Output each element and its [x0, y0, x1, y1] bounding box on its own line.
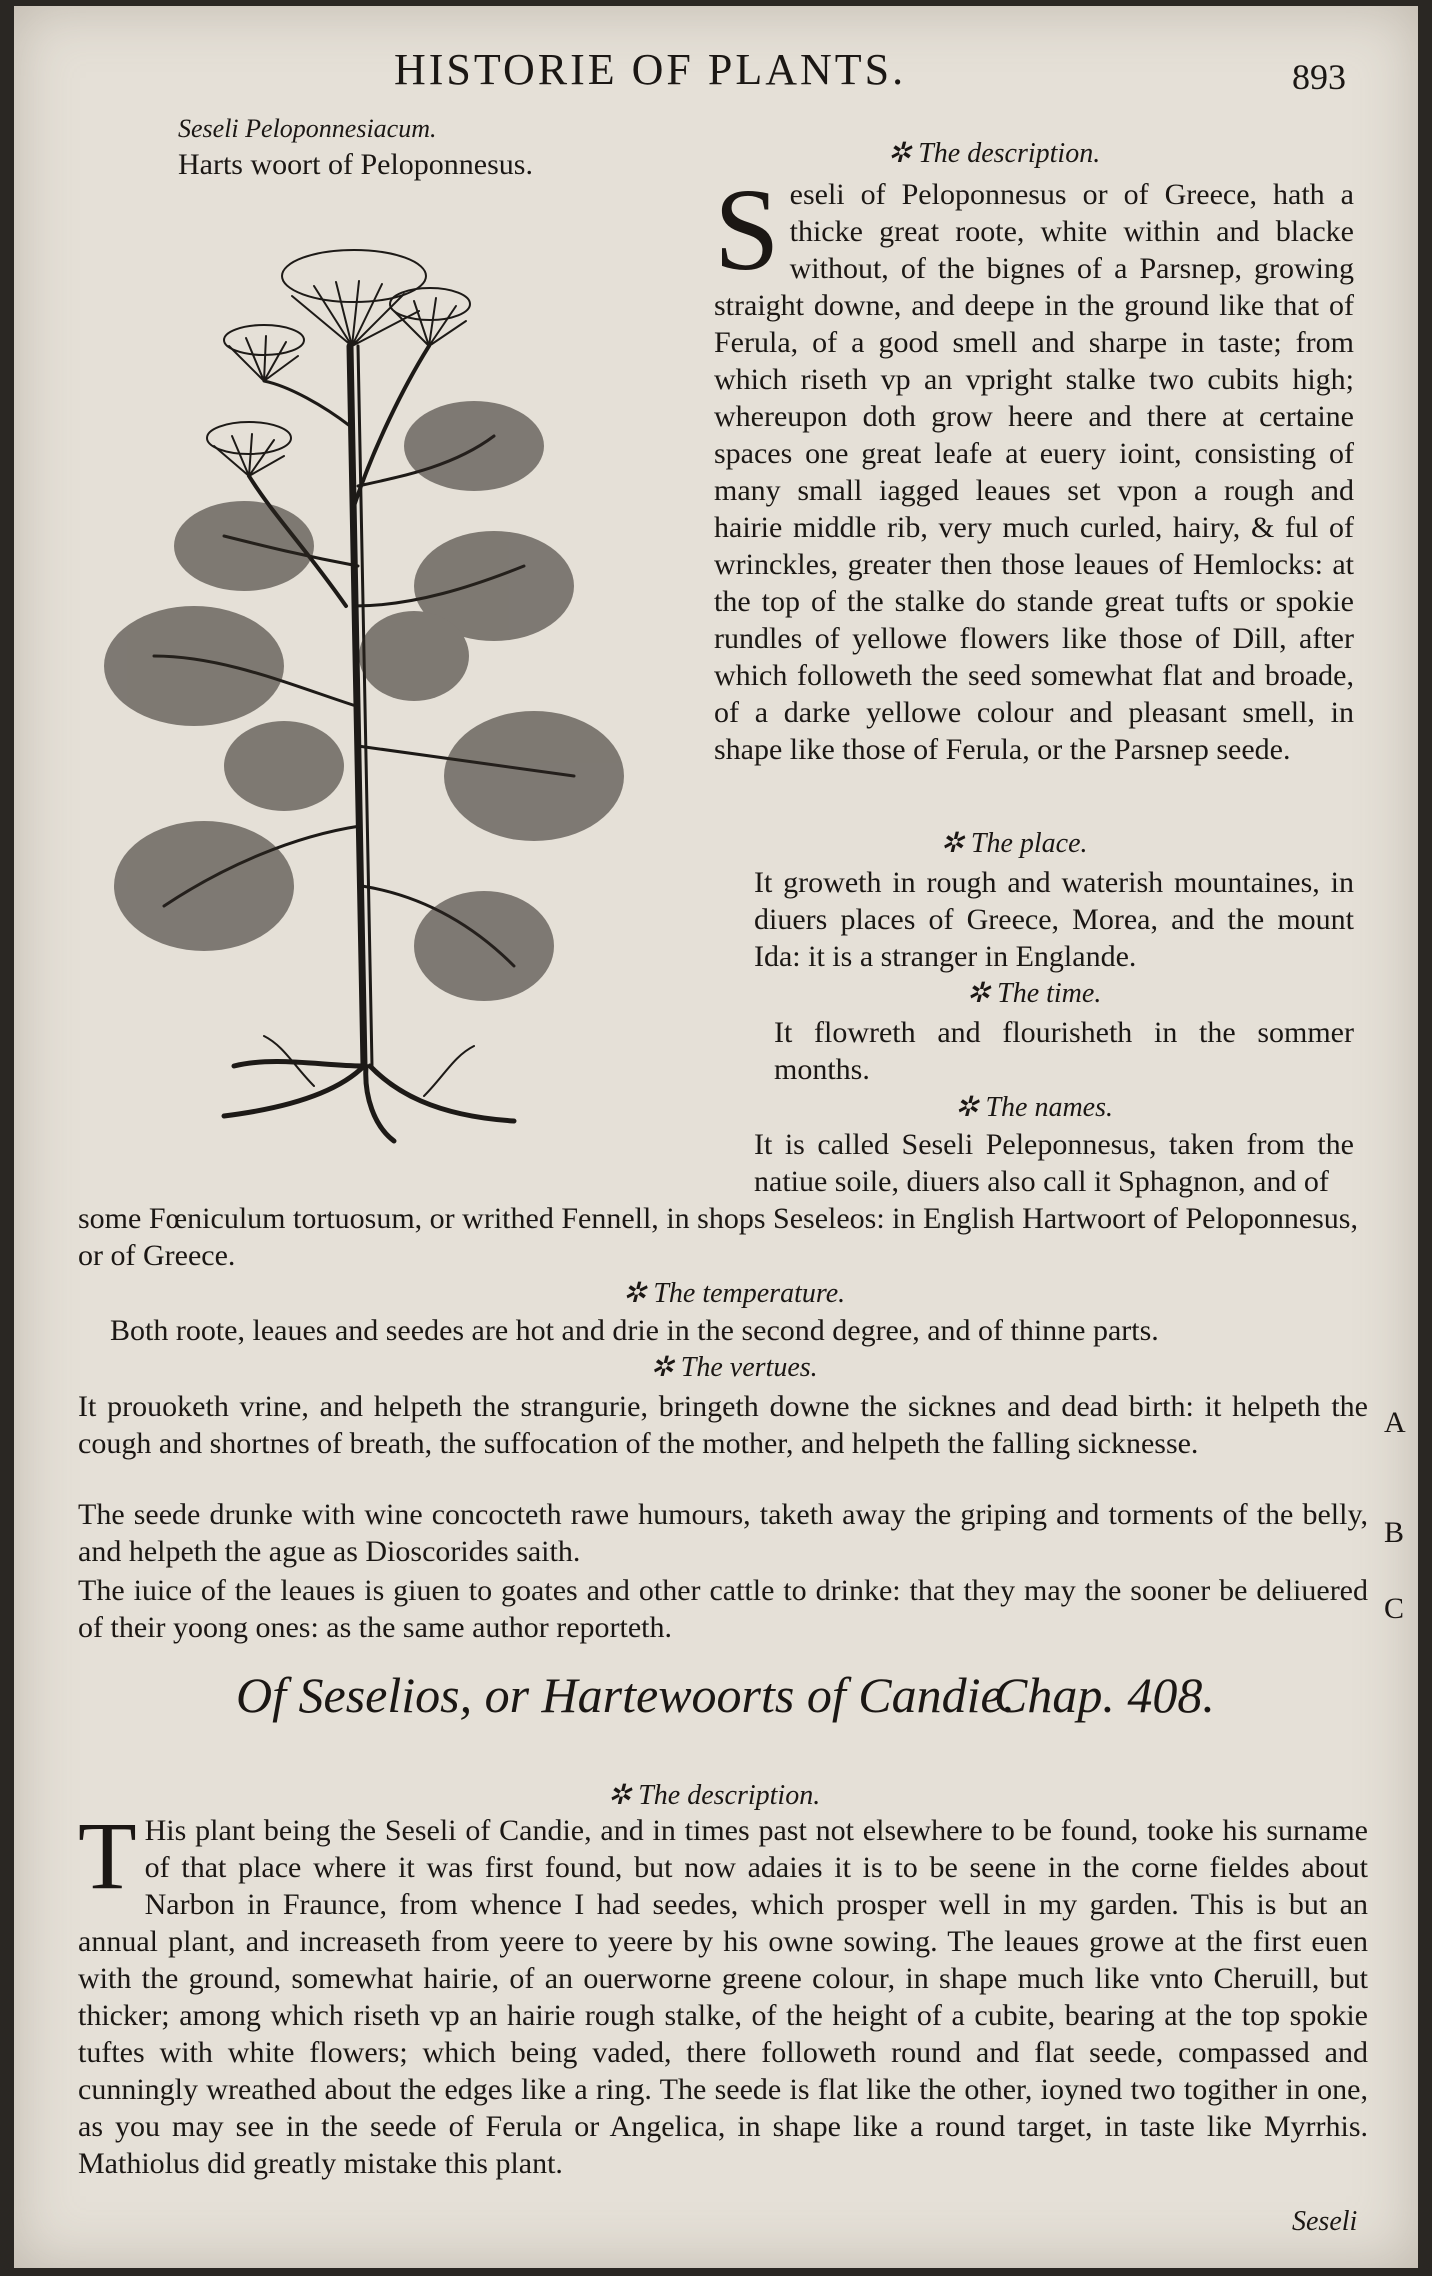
section-heading-vertues: ✲ The vertues. — [650, 1352, 818, 1383]
book-page — [14, 6, 1418, 2268]
section-heading-time: ✲ The time. — [966, 978, 1102, 1009]
description-paragraph — [714, 164, 1354, 768]
section-heading-description: ✲ The description. — [887, 138, 1101, 169]
margin-letter-b: B — [1384, 1516, 1405, 1549]
description-text: eseli of Peloponnesus or of Greece, hath a thicke great roote, white within and blacke without, of the bignes of a Parsnep, growing straight downe, and deepe in the ground like that of Ferula, of a good smell and sharpe in taste; from which riseth vp an vpright stalke two cubits high; whereupon doth grow heere and there at certaine spaces one great leafe at euery ioint, consisting of many small iagged leaues set vpon a rough and hairie middle rib, very much curled, hairy, & ful of wrinckles, greater then those leaues of Hemlocks: at the top of the stalke do stande great tufts or spokie rundles of yellowe flowers like those of Dill, after which followeth the seed somewhat flat and broade, of a darke yellowe colour and pleasant smell, in shape like those of Ferula, or the Parsnep seede. — [714, 178, 1354, 766]
plant-caption-english: Harts woort of Peloponnesus. — [178, 148, 533, 181]
margin-letter-a: A — [1384, 1406, 1406, 1439]
vertue-b-text: The seede drunke with wine concocteth rawe humours, taketh away the griping and torments of the belly, and helpeth the ague as Dioscorides saith. — [78, 1498, 1368, 1568]
drop-cap: S — [714, 164, 780, 295]
section-heading-names: ✲ The names. — [954, 1092, 1113, 1123]
description-2-text: His plant being the Seseli of Candie, and in times past not elsewhere to be found, tooke his surname of that place where it was first found, but now adaies it is to be seene in the corne fieldes about Narbon in Fraunce, from whence I had seedes, which prosper well in my garden. This is but an annual plant, and increaseth from yeere to yeere by his owne sowing. The leaues growe at the first euen with the ground, somewhat hairie, of an ouerworne greene colour, in shape much like vnto Cheruill, but thicker; among which riseth vp an hairie rough stalke, of the height of a cubite, bearing at the top spokie tuftes with white flowers; which being vaded, there followeth round and flat seede, compassed and cunningly wreathed about the edges like a ring. The seede is flat like the other, ioyned two togither in one, as you may see in the seede of Ferula or Angelica, in shape like a round target, in taste like Myrrhis. Mathiolus did greatly mistake this plant. — [78, 1814, 1368, 2180]
running-head: HISTORIE OF PLANTS. — [394, 45, 907, 94]
names-text: It is called Seseli Peleponnesus, taken from the natiue soile, diuers also call it Sphagnon, and of — [754, 1128, 1354, 1198]
description-2-paragraph — [78, 1802, 1368, 2182]
place-text: It groweth in rough and waterish mountaines, in diuers places of Greece, Morea, and the mount Ida: it is a stranger in Englande. — [754, 866, 1354, 973]
vertue-c-text: The iuice of the leaues is giuen to goates and other cattle to drinke: that they may the sooner be deliuered of their yoong ones: as the same author reporteth. — [78, 1574, 1368, 1644]
section-heading-description-2: ✲ The description. — [607, 1780, 821, 1811]
chapter-number: Chap. 408. — [994, 1667, 1215, 1723]
temperature-text: Both roote, leaues and seedes are hot and drie in the second degree, and of thinne parts. — [110, 1314, 1159, 1347]
section-heading-place: ✲ The place. — [940, 828, 1088, 859]
plant-caption-latin: Seseli Peloponnesiacum. — [178, 114, 437, 143]
chapter-title: Of Seselios, or Hartewoorts of Candie. — [236, 1667, 1016, 1723]
names-text-continued: some Fœniculum tortuosum, or writhed Fennell, in shops Seseleos: in English Hartwoort of Peloponnesus, or of Greece. — [78, 1202, 1358, 1272]
plant-woodcut-illustration — [74, 186, 674, 1146]
drop-cap-2: T — [78, 1802, 137, 1909]
margin-letter-c: C — [1384, 1592, 1405, 1625]
vertue-a-text: It prouoketh vrine, and helpeth the strangurie, bringeth downe the sicknes and dead birth: it helpeth the cough and shortnes of breath, the suffocation of the mother, and helpeth the falling sicknesse. — [78, 1390, 1368, 1460]
page-number: 893 — [1292, 57, 1346, 97]
section-heading-temperature: ✲ The temperature. — [622, 1278, 846, 1309]
catchword: Seseli — [1292, 2206, 1358, 2237]
time-text: It flowreth and flourisheth in the sommer months. — [774, 1016, 1354, 1086]
